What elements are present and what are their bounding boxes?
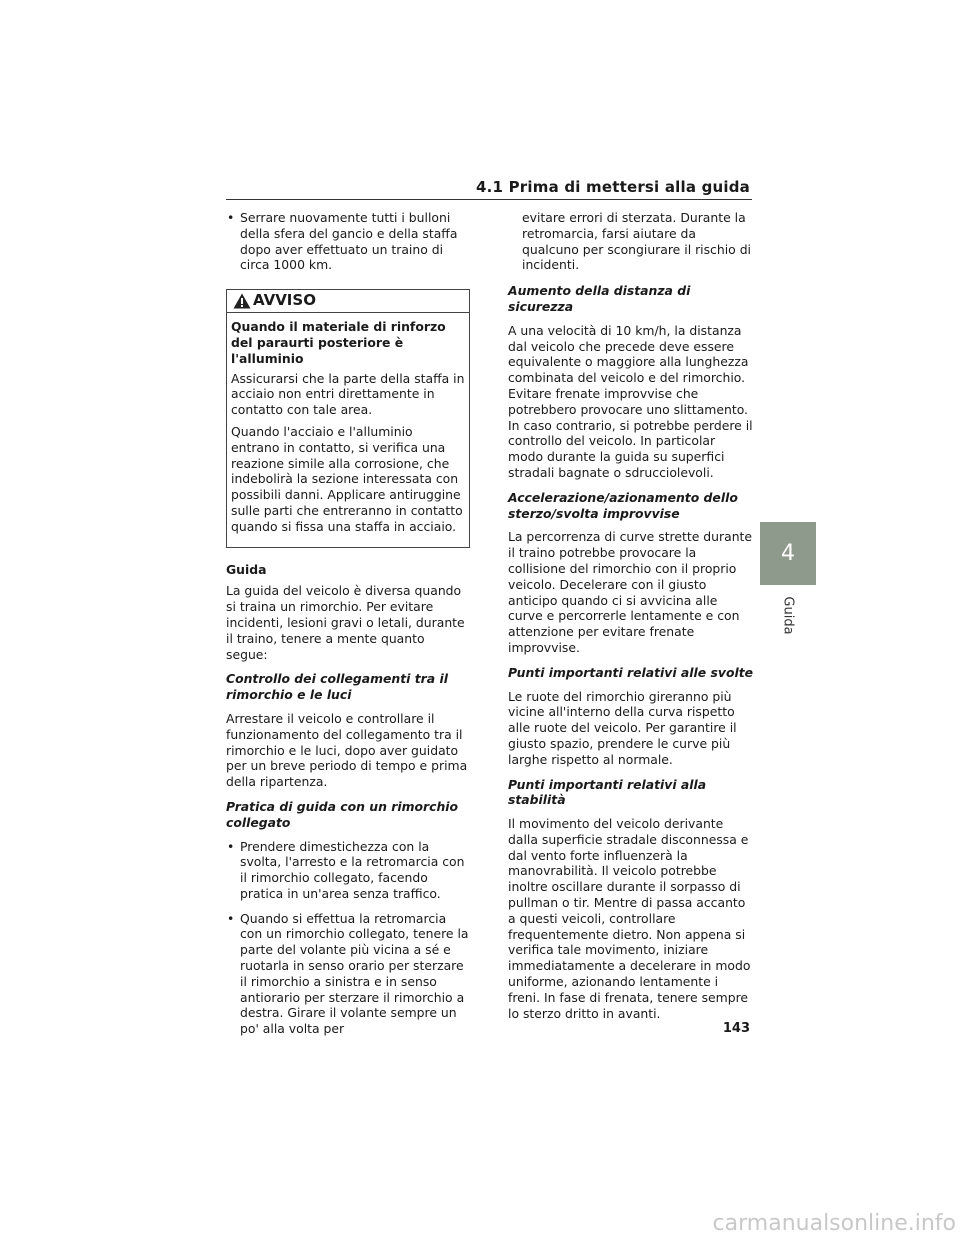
warning-body [227,313,469,534]
chapter-number: 4 [781,541,795,566]
chapter-tab [760,522,816,585]
subheading-practice: Pratica di guida con un rimorchio collegato [226,798,459,830]
warning-box [226,289,470,547]
warning-label: AVVISO [253,291,316,310]
practice-bullet-2: • Quando si effettua la retromarcia con un rimorchio collegato, tenere la parte del volante più vicina a sé e ruotarla in senso orario per sterzare il rimorchio a sinistra e in senso antiorario per sterzare il rimorchio a destra. Girare il volante sempre un po' alla volta per [226,911,470,1037]
watermark: carmanualsonline.info [712,1211,956,1236]
chapter-label: Guida [780,595,796,635]
bullet-continuation: evitare errori di sterzata. Durante la retromarcia, farsi aiutare da qualcuno per scongiurare il rischio di incidenti. [522,210,751,273]
warning-icon [233,293,251,309]
right-column [508,210,754,1030]
practice-bullet-1: • Prendere dimestichezza con la svolta, l'arresto e la retromarcia con il rimorchio collegato, facendo pratica in un'area senza traffico. [226,839,470,902]
warning-header [227,290,469,313]
distance-text: A una velocità di 10 km/h, la distanza dal veicolo che precede deve essere equivalente o maggiore alla lunghezza combinata del veicolo e del rimorchio. Evitare frenate improvvise che potrebbero provocare uno slittamento. In caso contrario, si potrebbe perdere il controllo del veicolo. In particolar modo durante la guida su superfici stradali bagnate o sdrucciolevoli. [508,322,753,480]
guida-text: La guida del veicolo è diversa quando si traina un rimorchio. Per evitare incidenti, lesioni gravi o letali, durante il traino, tenere a mente quanto segue: [226,583,465,662]
header-divider [226,199,752,200]
intro-bullet: • Serrare nuovamente tutti i bulloni della sfera del gancio e della staffa dopo aver effettuato un traino di circa 1000 km. [226,210,470,273]
guida-heading: Guida [226,561,267,577]
left-column [226,210,470,1046]
subheading-distance: Aumento della distanza di sicurezza [508,283,691,314]
warning-paragraph-1: Assicurarsi che la parte della staffa in acciaio non entri direttamente in contatto con tale area. [231,370,465,418]
subheading-connections: Controllo dei collegamenti tra il rimorchio e le luci [226,671,448,703]
acceleration-text: La percorrenza di curve strette durante il traino potrebbe provocare la collisione del rimorchio con il proprio veicolo. Decelerare con il giusto anticipo quando ci si avvicina alle curve e percorrerle lentamente e con attenzione per evitare frenate improvvise. [508,529,753,655]
section-title: 4.1 Prima di mettersi alla guida [476,178,750,196]
connections-text: Arrestare il veicolo e controllare il funzionamento del collegamento tra il rimorchio e le luci, dopo aver guidato per un breve periodo di tempo e prima della ripartenza. [226,710,468,790]
page-number: 143 [722,1021,750,1036]
chapter-tab-label [760,590,816,640]
subheading-stability: Punti importanti relativi alla stabilità [508,776,707,808]
turns-text: Le ruote del rimorchio gireranno più vicine all'interno della curva rispetto alle ruote del veicolo. Per garantire il giusto spazio, prendere le curve più larghe rispetto al normale. [508,688,737,767]
stability-text: Il movimento del veicolo derivante dalla superficie stradale disconnessa e dal vento forte influenzerà la manovrabilità. Il veicolo potrebbe inoltre oscillare durante il sorpasso di pullman o tir. Mentre di passa accanto a questi veicoli, controllare frequentemente dietro. Non appena si verifica tale movimento, iniziare immediatamente a decelerare in modo uniforme, azionando lentamente i freni. In fase di frenata, tenere sempre lo sterzo dritto in avanti. [508,816,751,1021]
subheading-turns: Punti importanti relativi alle svolte [508,664,754,680]
warning-paragraph-2: Quando l'acciaio e l'alluminio entrano in contatto, si verifica una reazione simile alla corrosione, che indebolirà la sezione interessata con possibili danni. Applicare antiruggine sulle parti che entreranno in contatto quando si fissa una staffa in acciaio. [231,423,463,534]
warning-title: Quando il materiale di rinforzo del paraurti posteriore è l'alluminio [231,319,446,366]
subheading-acceleration: Accelerazione/azionamento dello sterzo/svolta improvvise [508,489,738,521]
